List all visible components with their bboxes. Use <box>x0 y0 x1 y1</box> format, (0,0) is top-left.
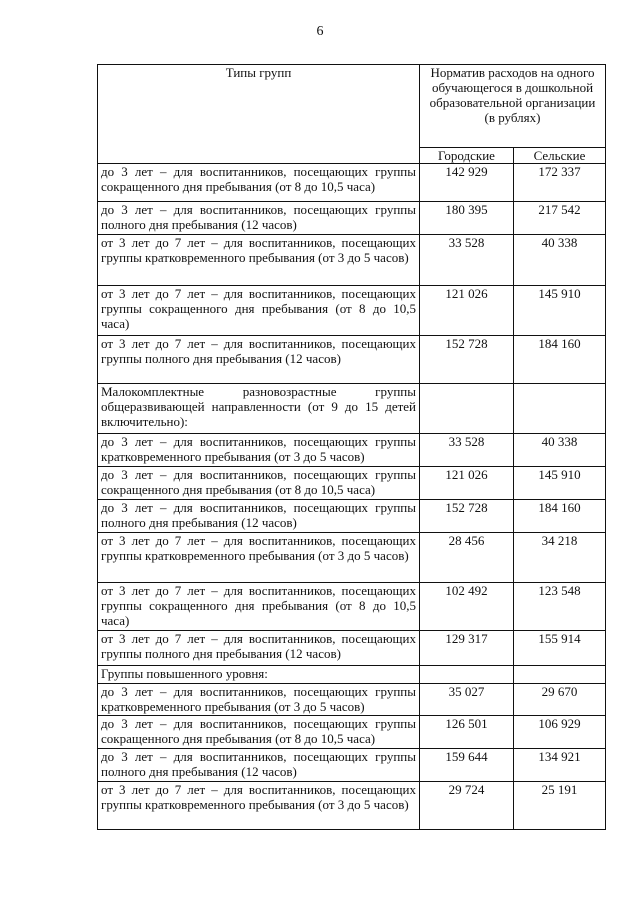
table-row <box>98 782 606 830</box>
header-rural: Сельские <box>514 148 606 164</box>
rural-value: 145 910 <box>514 467 606 500</box>
urban-value: 126 501 <box>420 716 514 749</box>
row-label: до 3 лет – для воспитанников, посещающих группы кратковременного пребывания (от 3 до 5 часов) <box>98 434 420 467</box>
row-label: до 3 лет – для воспитанников, посещающих группы полного дня пребывания (12 часов) <box>98 500 420 533</box>
rural-value: 25 191 <box>514 782 606 830</box>
header-types: Типы групп <box>98 65 420 164</box>
rural-value: 29 670 <box>514 684 606 716</box>
row-label: до 3 лет – для воспитанников, посещающих группы сокращенного дня пребывания (от 8 до 10,5 часа) <box>98 716 420 749</box>
row-label: от 3 лет до 7 лет – для воспитанников, посещающих группы полного дня пребывания (12 часов) <box>98 631 420 666</box>
rural-value: 184 160 <box>514 500 606 533</box>
table-row <box>98 749 606 782</box>
header-urban: Городские <box>420 148 514 164</box>
urban-value: 33 528 <box>420 235 514 286</box>
urban-value: 35 027 <box>420 684 514 716</box>
section-row <box>98 666 606 684</box>
page-number: 6 <box>316 24 324 39</box>
empty-cell <box>514 384 606 434</box>
row-label: от 3 лет до 7 лет – для воспитанников, посещающих группы полного дня пребывания (12 часов) <box>98 336 420 384</box>
table-row <box>98 631 606 666</box>
rural-value: 155 914 <box>514 631 606 666</box>
table-row <box>98 336 606 384</box>
urban-value: 102 492 <box>420 583 514 631</box>
urban-value: 121 026 <box>420 467 514 500</box>
urban-value: 152 728 <box>420 336 514 384</box>
rural-value: 34 218 <box>514 533 606 583</box>
rural-value: 123 548 <box>514 583 606 631</box>
rural-value: 172 337 <box>514 164 606 202</box>
urban-value: 152 728 <box>420 500 514 533</box>
header-norm: Норматив расходов на одного обучающегося в дошкольной образовательной организации (в рублях) <box>420 65 606 148</box>
urban-value: 159 644 <box>420 749 514 782</box>
empty-cell <box>514 666 606 684</box>
table-row <box>98 467 606 500</box>
empty-cell <box>420 666 514 684</box>
table-row <box>98 164 606 202</box>
table-row <box>98 235 606 286</box>
row-label: от 3 лет до 7 лет – для воспитанников, посещающих группы кратковременного пребывания (от 3 до 5 часов) <box>98 533 420 583</box>
table-row <box>98 583 606 631</box>
empty-cell <box>420 384 514 434</box>
urban-value: 180 395 <box>420 202 514 235</box>
rural-value: 40 338 <box>514 235 606 286</box>
rural-value: 40 338 <box>514 434 606 467</box>
row-label: от 3 лет до 7 лет – для воспитанников, посещающих группы кратковременного пребывания (от 3 до 5 часов) <box>98 235 420 286</box>
section-title: Малокомплектные разновозрастные группы общеразвивающей направленности (от 9 до 15 детей включительно): <box>98 384 420 434</box>
table-row <box>98 202 606 235</box>
norms-table <box>97 64 606 830</box>
table-row <box>98 286 606 336</box>
row-label: до 3 лет – для воспитанников, посещающих группы сокращенного дня пребывания (от 8 до 10,5 часа) <box>98 467 420 500</box>
table-row <box>98 716 606 749</box>
rural-value: 134 921 <box>514 749 606 782</box>
row-label: от 3 лет до 7 лет – для воспитанников, посещающих группы сокращенного дня пребывания (от 8 до 10,5 часа) <box>98 286 420 336</box>
table-row <box>98 533 606 583</box>
urban-value: 29 724 <box>420 782 514 830</box>
rural-value: 217 542 <box>514 202 606 235</box>
table-row <box>98 684 606 716</box>
rural-value: 184 160 <box>514 336 606 384</box>
table-row <box>98 434 606 467</box>
urban-value: 28 456 <box>420 533 514 583</box>
row-label: до 3 лет – для воспитанников, посещающих группы сокращенного дня пребывания (от 8 до 10,5 часа) <box>98 164 420 202</box>
urban-value: 142 929 <box>420 164 514 202</box>
urban-value: 33 528 <box>420 434 514 467</box>
row-label: до 3 лет – для воспитанников, посещающих группы полного дня пребывания (12 часов) <box>98 202 420 235</box>
rural-value: 106 929 <box>514 716 606 749</box>
urban-value: 129 317 <box>420 631 514 666</box>
row-label: до 3 лет – для воспитанников, посещающих группы полного дня пребывания (12 часов) <box>98 749 420 782</box>
row-label: до 3 лет – для воспитанников, посещающих группы кратковременного пребывания (от 3 до 5 часов) <box>98 684 420 716</box>
row-label: от 3 лет до 7 лет – для воспитанников, посещающих группы сокращенного дня пребывания (от 8 до 10,5 часа) <box>98 583 420 631</box>
section-row <box>98 384 606 434</box>
row-label: от 3 лет до 7 лет – для воспитанников, посещающих группы кратковременного пребывания (от 3 до 5 часов) <box>98 782 420 830</box>
table-row <box>98 500 606 533</box>
section-title: Группы повышенного уровня: <box>98 666 420 684</box>
rural-value: 145 910 <box>514 286 606 336</box>
urban-value: 121 026 <box>420 286 514 336</box>
